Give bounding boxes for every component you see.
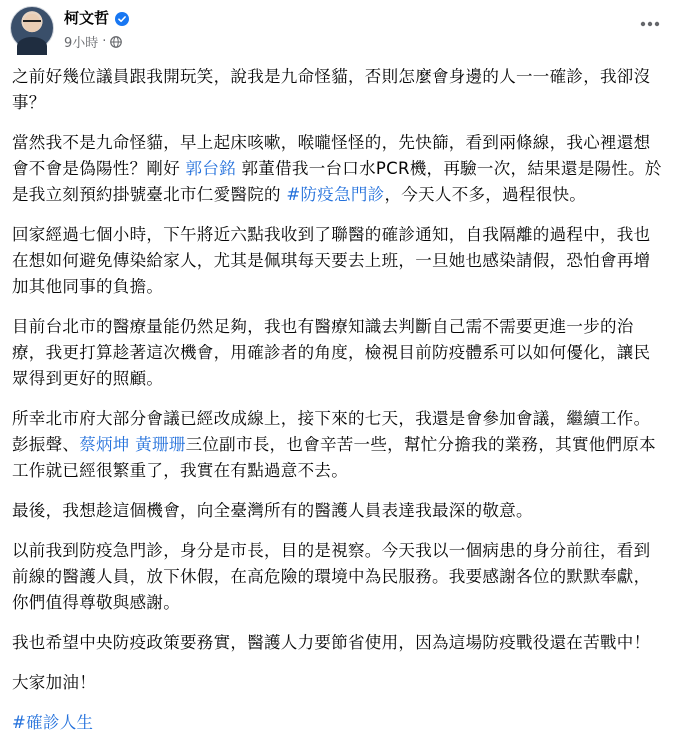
- author-name[interactable]: 柯文哲: [64, 9, 110, 27]
- paragraph-text: 所幸北市府大部分會議已經改成線上，接下來的七天，我還是會參加會議，繼續工作。彭振聲、: [12, 409, 651, 454]
- paragraph-text: 三位副市長，也會辛苦一些，幫忙分擔我的業務，其實他們原本工作就已經很繁重了，我實在有點過意不去。: [12, 435, 656, 480]
- paragraph-text: ，今天人不多，過程很快。: [384, 185, 587, 204]
- post-paragraph: 最後，我想趁這個機會，向全臺灣所有的醫護人員表達我最深的敬意。: [12, 501, 533, 520]
- post-paragraph: 之前好幾位議員跟我開玩笑，說我是九命怪貓，否則怎麼會身邊的人一一確診，我卻沒事？: [12, 67, 651, 112]
- post-paragraph: 以前我到防疫急門診，身分是市長，目的是視察。今天我以一個病患的身分前往，看到前線的醫護人員，放下休假，在高危險的環境中為民服務。我要感謝各位的默默奉獻，你們值得尊敬與感謝。: [12, 541, 651, 612]
- post-paragraph: [12, 130, 667, 208]
- more-options-icon: [640, 11, 660, 32]
- header-text: [64, 7, 129, 51]
- mention-link[interactable]: 蔡炳坤: [79, 435, 130, 454]
- mention-link[interactable]: 郭台銘: [185, 159, 236, 178]
- avatar[interactable]: [10, 6, 54, 50]
- post-paragraph: [12, 710, 667, 736]
- paragraph-text: 當然我不是九命怪貓，早上起床咳嗽，喉嚨怪怪的，先快篩，看到兩條線，我心裡還想會不會是偽陽性？剛好: [12, 133, 651, 178]
- more-options-button[interactable]: [639, 10, 661, 32]
- post-timestamp[interactable]: 9小時: [64, 36, 99, 51]
- post-paragraph: 大家加油！: [12, 673, 96, 692]
- hashtag-link[interactable]: #防疫急門診: [286, 185, 385, 204]
- author-row: [64, 7, 129, 28]
- mention-link[interactable]: 黃珊珊: [135, 435, 186, 454]
- post-body: [12, 64, 667, 750]
- paragraph-text: 郭董借我一台口水PCR機，再驗一次，結果還是陽性。於是我立刻預約掛號臺北市仁愛醫院的: [12, 159, 662, 204]
- post-paragraph: [12, 406, 667, 484]
- globe-icon[interactable]: [110, 36, 122, 48]
- post-header: [10, 6, 129, 51]
- post-paragraph: 目前台北市的醫療量能仍然足夠，我也有醫療知識去判斷自己需不需要更進一步的治療，我更打算趁著這次機會，用確診者的角度，檢視目前防疫體系可以如何優化，讓民眾得到更好的照顧。: [12, 317, 651, 388]
- post-paragraph: 回家經過七個小時，下午將近六點我收到了聯醫的確診通知，自我隔離的過程中，我也在想如何避免傳染給家人，尤其是佩琪每天要去上班，一旦她也感染請假，恐怕會再增加其他同事的負擔。: [12, 225, 651, 296]
- post-paragraph: 我也希望中央防疫政策要務實，醫護人力要節省使用，因為這場防疫戰役還在苦戰中！: [12, 633, 651, 652]
- meta-separator: ·: [102, 34, 107, 49]
- hashtag-link[interactable]: #確診人生: [12, 713, 94, 732]
- post-meta: [64, 32, 129, 51]
- verified-badge-icon: [115, 11, 129, 25]
